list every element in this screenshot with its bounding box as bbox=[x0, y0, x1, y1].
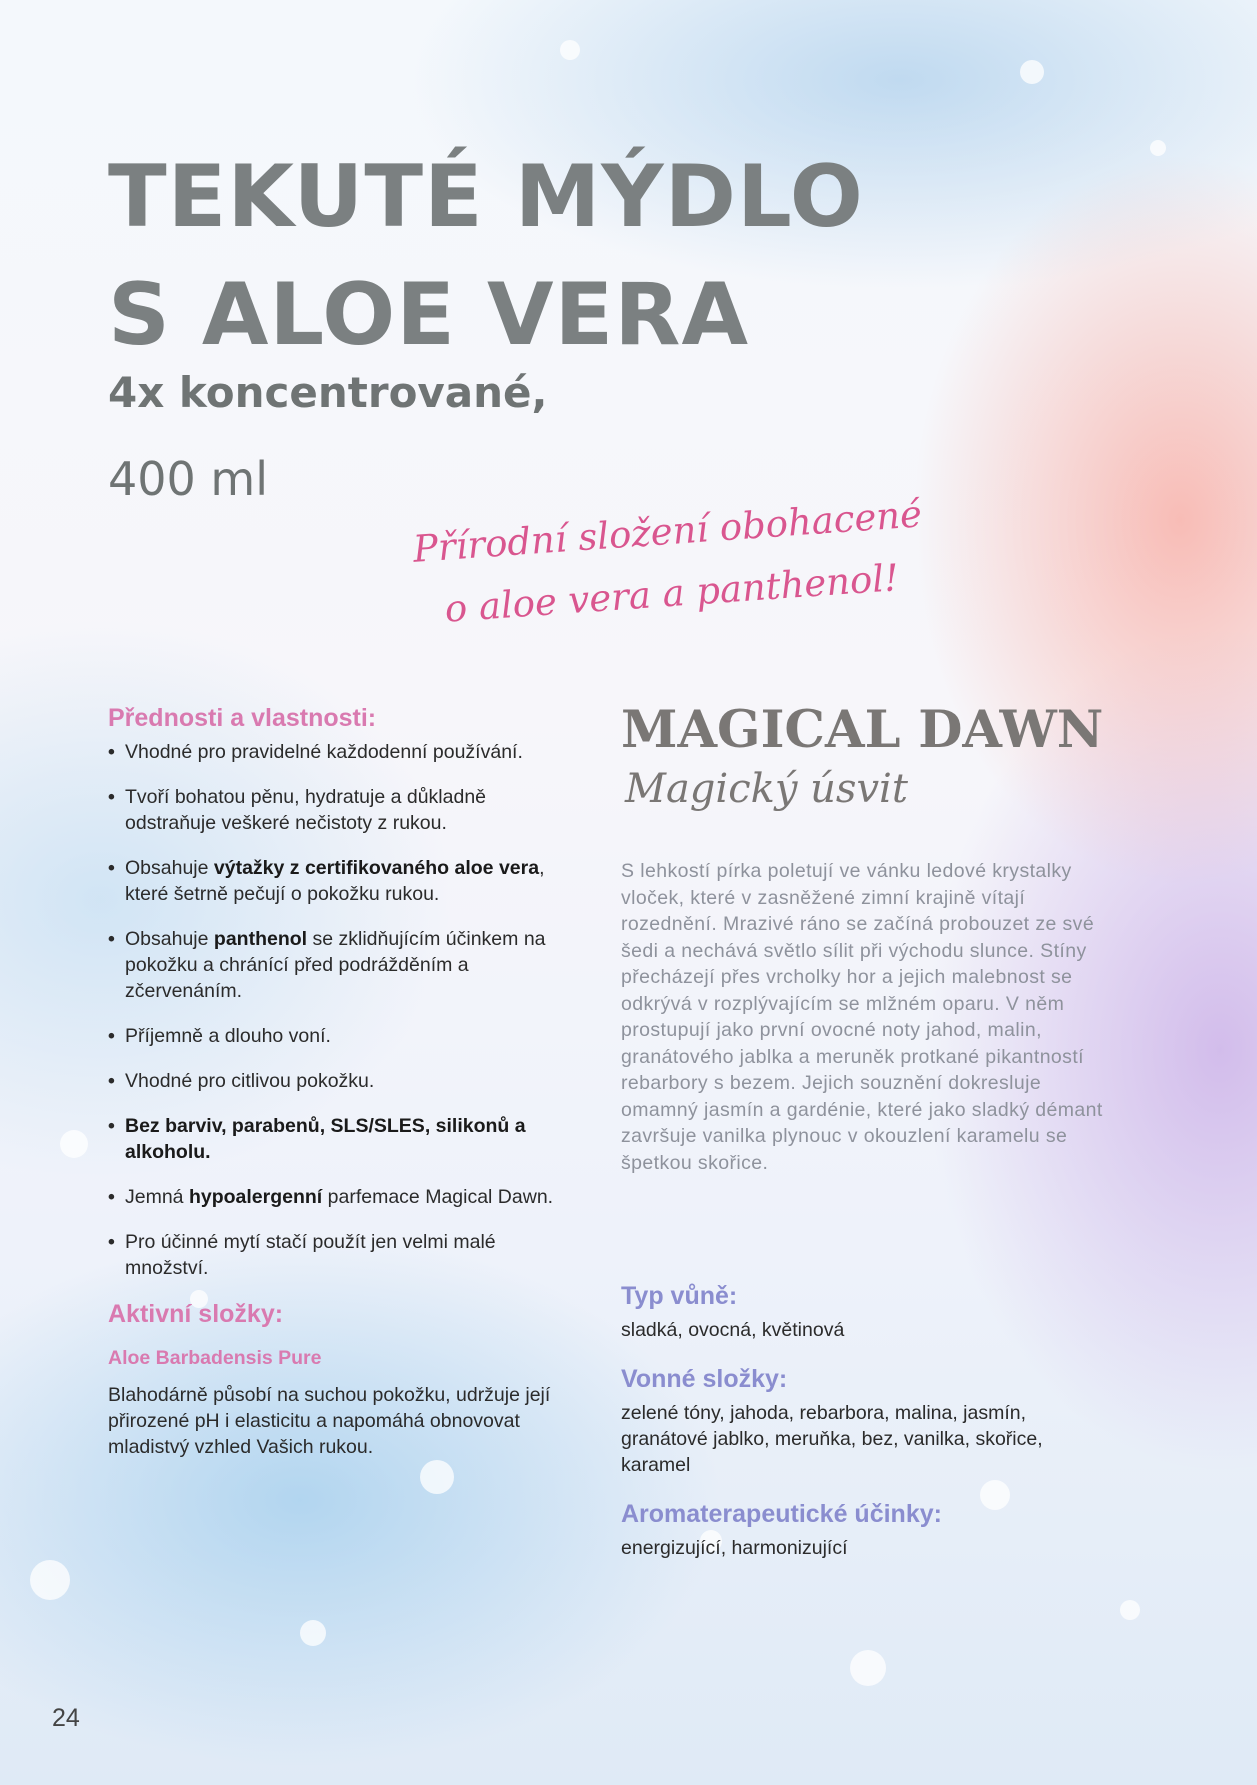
product-subtitle: 4x koncentrované, bbox=[108, 368, 548, 417]
sparkle-decoration bbox=[560, 40, 580, 60]
sparkle-decoration bbox=[300, 1620, 326, 1646]
feature-item: • Vhodné pro citlivou pokožku. bbox=[108, 1068, 578, 1094]
feature-item: • Obsahuje výtažky z certifikovaného aloe vera, které šetrně pečují o pokožku rukou. bbox=[108, 855, 578, 907]
page-number: 24 bbox=[52, 1704, 80, 1732]
left-column bbox=[108, 704, 578, 1460]
scent-components-block bbox=[621, 1365, 1101, 1478]
feature-item: • Vhodné pro pravidelné každodenní používání. bbox=[108, 739, 578, 765]
tagline-line2: o aloe vera a panthenol! bbox=[443, 556, 901, 631]
feature-item: • Bez barviv, parabenů, SLS/SLES, silikonů a alkoholu. bbox=[108, 1113, 578, 1165]
scent-components-heading: Vonné složky: bbox=[621, 1365, 788, 1393]
ingredient-description: Blahodárně působí na suchou pokožku, udržuje její přirozené pH i elasticitu a napomáhá obnovovat mladistvý vzhled Vašich rukou. bbox=[108, 1384, 551, 1458]
product-title bbox=[108, 138, 864, 374]
product-title-line1: TEKUTÉ MÝDLO bbox=[108, 147, 864, 247]
sparkle-decoration bbox=[1020, 60, 1044, 84]
scent-type-block bbox=[621, 1282, 1101, 1343]
fragrance-subtitle: Magický úsvit bbox=[625, 766, 908, 812]
sparkle-decoration bbox=[420, 1460, 454, 1494]
features-list bbox=[108, 739, 578, 1281]
features-heading: Přednosti a vlastnosti: bbox=[108, 704, 377, 732]
fragrance-name: MAGICAL DAWN bbox=[621, 700, 1104, 760]
fragrance-description: S lehkostí pírka poletují ve vánku ledové krystalky vloček, které v zasněžené zimní krajině vítají rozednění. Mrazivé ráno se začíná probouzet ze své šedi a nechává světlo sílit při východu slunce. Stíny přecházejí přes vrcholky hor a jejich malebnost se odkrývá v rozplývajícím se mlžném oparu. V něm prostupují jako první ovocné noty jahod, malin, granátového jablka a meruněk protkané pikantností rebarbory s bezem. Jejich souznění dokresluje omamný jasmín a gardénie, které jako sladký démant završuje vanilka plynouc v okouzlení karamelu se špetkou skořice. bbox=[621, 860, 1103, 1174]
aromatherapy-heading: Aromaterapeutické účinky: bbox=[621, 1500, 942, 1528]
feature-item: • Pro účinné mytí stačí použít jen velmi malé množství. bbox=[108, 1229, 578, 1281]
product-volume: 400 ml bbox=[108, 452, 269, 506]
tagline bbox=[396, 482, 943, 643]
aromatherapy-text: energizující, harmonizující bbox=[621, 1537, 848, 1559]
aromatherapy-block bbox=[621, 1500, 1101, 1561]
sparkle-decoration bbox=[1120, 1600, 1140, 1620]
scent-type-text: sladká, ovocná, květinová bbox=[621, 1319, 845, 1341]
feature-item: • Tvoří bohatou pěnu, hydratuje a důkladně odstraňuje veškeré nečistoty z rukou. bbox=[108, 784, 578, 836]
feature-item: • Jemná hypoalergenní parfemace Magical Dawn. bbox=[108, 1184, 578, 1210]
ingredient-name: Aloe Barbadensis Pure bbox=[108, 1347, 322, 1369]
feature-item: • Obsahuje panthenol se zklidňujícím účinkem na pokožku a chránící před podrážděním a zčervenáním. bbox=[108, 926, 578, 1004]
sparkle-decoration bbox=[850, 1650, 886, 1686]
scent-components-text: zelené tóny, jahoda, rebarbora, malina, jasmín, granátové jablko, meruňka, bez, vanilka, skořice, karamel bbox=[621, 1402, 1043, 1476]
sparkle-decoration bbox=[1150, 140, 1166, 156]
scent-type-heading: Typ vůně: bbox=[621, 1282, 738, 1310]
product-title-line2: S ALOE VERA bbox=[108, 265, 750, 365]
right-column bbox=[621, 700, 1111, 1176]
sparkle-decoration bbox=[30, 1560, 70, 1600]
active-ingredients-heading: Aktivní složky: bbox=[108, 1300, 284, 1328]
tagline-line1: Přírodní složení obohacené bbox=[411, 492, 924, 571]
feature-item: • Příjemně a dlouho voní. bbox=[108, 1023, 578, 1049]
sparkle-decoration bbox=[60, 1130, 88, 1158]
